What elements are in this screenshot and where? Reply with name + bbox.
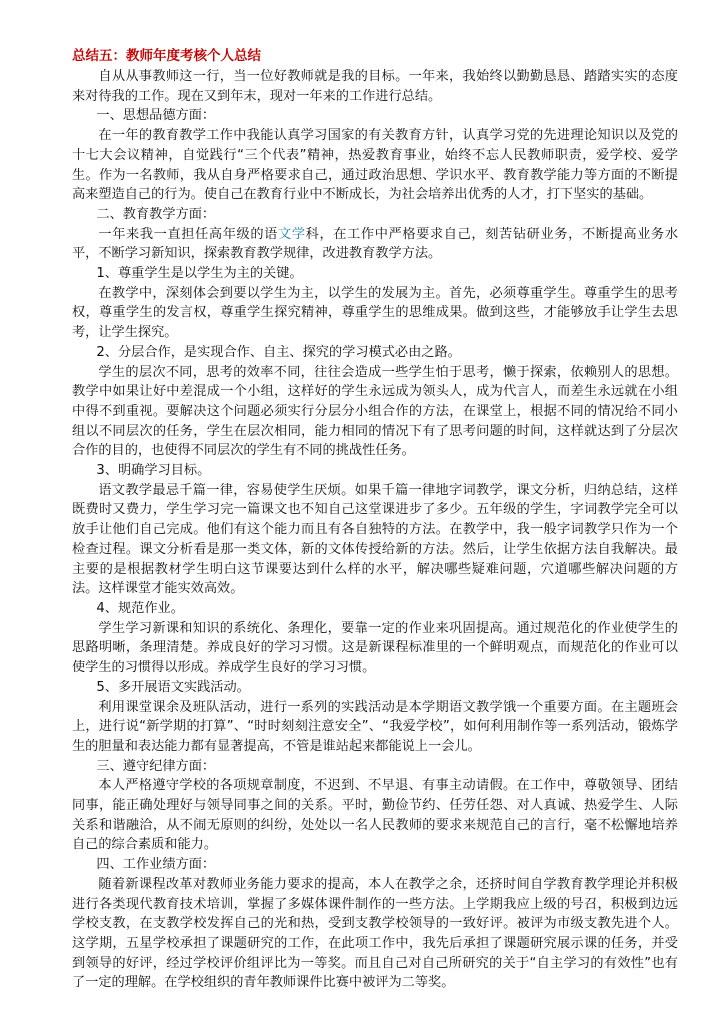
section-heading-ideology: 一、思想品德方面： <box>96 108 216 124</box>
literature-link[interactable]: 文学 <box>278 226 306 242</box>
subheading-practice-activities: 5、多开展语文实践活动。 <box>96 679 250 695</box>
section-heading-teaching: 二、教育教学方面： <box>96 206 216 222</box>
section-heading-discipline: 三、遵守纪律方面： <box>96 758 216 774</box>
section-heading-achievements: 四、工作业绩方面： <box>96 857 216 873</box>
learning-goals-paragraph: 语文教学最忌千篇一律，容易使学生厌烦。如果千篇一律地字词教学，课文分析，归纳总结，这样既费时又费力，学生学习完一篇课文也不知自己这堂课进步了多少。五年级的学生，字词教学完全可以放手让他们自己完成。他们有这个能力而且有各自独特的方法。在教学中，我一般字词教学只作为一个检查过程。课文分析看是那一类文体，新的文体传授给新的方法。然后，让学生依据方法自我解决。最主要的是根据教材学生明白这节课要达到什么样的水平，解决哪些疑难问题，穴道哪些解决问题的方法。这样课堂才能实效高效。 <box>72 482 678 597</box>
homework-paragraph: 学生学习新课和知识的系统化、条理化，要靠一定的作业来巩固提高。通过规范化的作业使学生的思路明晰，条理清楚。养成良好的学习习惯。这是新课程标准里的一个鲜明观点，而规范化的作业可以使学生的习惯得以形成。养成学生良好的学习习惯。 <box>72 620 678 676</box>
subheading-learning-goals: 3、明确学习目标。 <box>96 463 211 479</box>
ideology-paragraph: 在一年的教育教学工作中我能认真学习国家的有关教育方针，认真学习党的先进理论知识以及党的十七大会议精神，自觉践行“三个代表”精神，热爱教育事业，始终不忘人民教师职责，爱学校、爱学生。作为一名教师，我从自身严格要求自己，通过政治思想、学识水平、教育教学能力等方面的不断提高来塑造自己的行为。使自己在教育行业中不断成长，为社会培养出优秀的人才，打下坚实的基础。 <box>72 128 678 203</box>
intro-paragraph: 自从从事教师这一行，当一位好教师就是我的目标。一年来，我始终以勤勤恳恳、踏踏实实的态度来对待我的工作。现在又到年末，现对一年来的工作进行总结。 <box>72 69 678 104</box>
document-page <box>72 46 678 993</box>
subheading-homework: 4、规范作业。 <box>96 600 184 616</box>
layered-cooperation-paragraph: 学生的层次不同，思考的效率不同，往往会造成一些学生怕于思考，懒于探索，依赖别人的思想。教学中如果让好中差混成一个小组，这样好的学生永远成为领头人，成为代言人，而差生永远就在小组中得不到重视。要解决这个问题必须实行分层分小组合作的方法，在课堂上，根据不同的情况给不同小组以不同层次的任务，学生在层次相同，能力相同的情况下有了思考问题的时间，这样就达到了分层次合作的目的，也使得不同层次的学生有不同的挑战性任务。 <box>72 364 678 459</box>
respect-students-paragraph: 在教学中，深刻体会到要以学生为主，以学生的发展为主。首先，必须尊重学生。尊重学生的思考权，尊重学生的发言权，尊重学生探究精神，尊重学生的思维成果。做到这些，才能够放手让学生去思考，让学生探究。 <box>72 285 678 341</box>
document-title: 总结五：教师年度考核个人总结 <box>72 48 261 64</box>
discipline-paragraph: 本人严格遵守学校的各项规章制度，不迟到、不早退、有事主动请假。在工作中，尊敬领导、团结同事，能正确处理好与领导同事之间的关系。平时，勤俭节约、任劳任怨、对人真诚、热爱学生、人际关系和谐融洽，从不闹无原则的纠纷，处处以一名人民教师的要求来规范自己的言行，毫不松懈地培养自己的综合素质和能力。 <box>72 778 678 853</box>
achievements-paragraph: 随着新课程改革对教师业务能力要求的提高，本人在教学之余，还挤时间自学教育教学理论并积极进行各类现代教育技术培训，掌握了多媒体课件制作的一些方法。上学期我应上级的号召，积极到边远学校支教，在支教学校发挥自己的光和热，受到支教学校领导的一致好评。被评为市级支教先进个人。这学期，五星学校承担了课题研究的工作，在此项工作中，我先后承担了课题研究展示课的任务，并受到领导的好评，经过学校评价组评比为一等奖。而且自己对自己所研究的关于“自主学习的有效性”也有了一定的理解。在学校组织的青年教师课件比赛中被评为二等奖。 <box>72 876 678 991</box>
teaching-text-after: 科，在工作中严格要求自己，刻苦钻研业务，不断提高业务水平，不断学习新知识，探索教育教学规律，改进教育教学方法。 <box>72 226 679 262</box>
subheading-respect-students: 1、尊重学生是以学生为主的关键。 <box>96 266 303 282</box>
subheading-layered-cooperation: 2、分层合作，是实现合作、自主、探究的学习模式必由之路。 <box>96 344 461 360</box>
teaching-text-before: 一年来我一直担任高年级的语 <box>98 226 278 242</box>
practice-activities-paragraph: 利用课堂课余及班队活动，进行一系列的实践活动是本学期语文教学饿一个重要方面。在主题班会上，进行说“新学期的打算”、“时时刻刻注意安全”、“我爱学校”，如何利用制作等一系列活动，锻炼学生的胆量和表达能力都有显著提高，不管是谁站起来都能说上一会儿。 <box>72 699 678 754</box>
teaching-paragraph <box>72 225 678 264</box>
